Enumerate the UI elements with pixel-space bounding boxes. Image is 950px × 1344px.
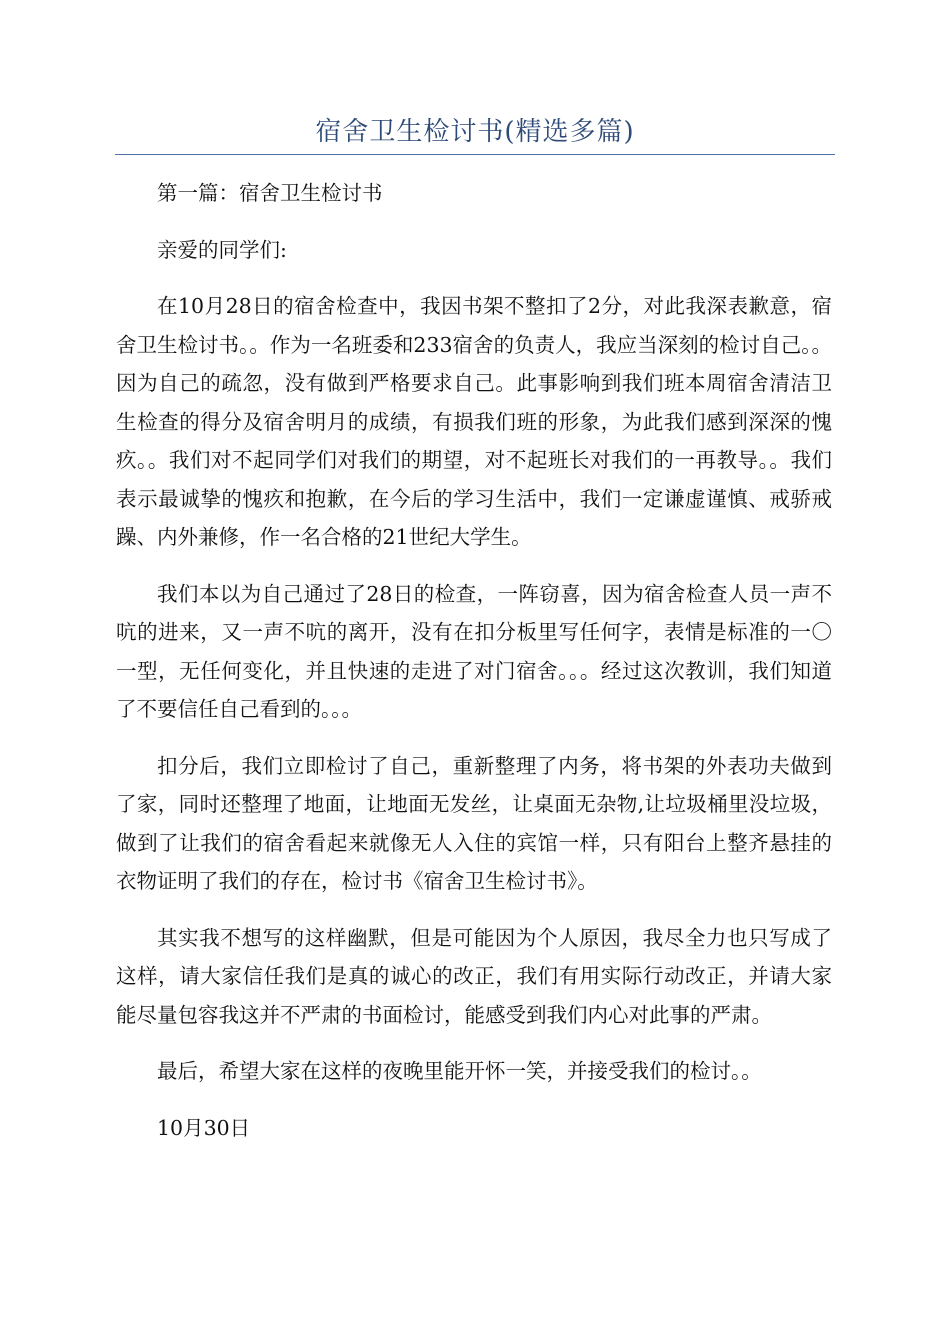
body-paragraph: 扣分后，我们立即检讨了自己，重新整理了内务，将书架的外表功夫做到了家，同时还整理了地面，让地面无发丝，让桌面无杂物,让垃圾桶里没垃圾，做到了让我们的宿舍看起来就像无人入住的宾馆一样，只有阳台上整齐悬挂的衣物证明了我们的存在，检讨书《宿舍卫生检讨书》。 xyxy=(116,753,832,893)
body-paragraph: 我们本以为自己通过了28日的检查，一阵窃喜，因为宿舍检查人员一声不吭的进来，又一声不吭的离开，没有在扣分板里写任何字，表情是标准的一〇一型，无任何变化，并且快速的走进了对门宿舍。。。经过这次教训，我们知道了不要信任自己看到的。。。 xyxy=(116,581,832,721)
section-heading: 第一篇：宿舍卫生检讨书 xyxy=(157,181,383,205)
title-underline xyxy=(115,154,835,155)
date-line: 10月30日 xyxy=(157,1115,251,1140)
body-paragraph: 其实我不想写的这样幽默，但是可能因为个人原因，我尽全力也只写成了这样，请大家信任我们是真的诚心的改正，我们有用实际行动改正，并请大家能尽量包容我这并不严肃的书面检讨，能感受到我们内心对此事的严肃。 xyxy=(116,925,832,1027)
salutation: 亲爱的同学们: xyxy=(157,237,287,262)
document-title: 宿舍卫生检讨书(精选多篇) xyxy=(315,117,635,147)
closing-paragraph: 最后，希望大家在这样的夜晚里能开怀一笑，并接受我们的检讨。。 xyxy=(157,1059,762,1083)
body-paragraph: 在10月28日的宿舍检查中，我因书架不整扣了2分，对此我深表歉意，宿舍卫生检讨书。。作为一名班委和233宿舍的负责人，我应当深刻的检讨自己。。因为自己的疏忽，没有做到严格要求自己。此事影响到我们班本周宿舍清洁卫生检查的得分及宿舍明月的成绩，有损我们班的形象，为此我们感到深深的愧疚。。我们对不起同学们对我们的期望，对不起班长对我们的一再教导。。我们表示最诚挚的愧疚和抱歉，在今后的学习生活中，我们一定谦虚谨慎、戒骄戒躁、内外兼修，作一名合格的21世纪大学生。 xyxy=(116,294,832,549)
document-body xyxy=(116,174,832,1165)
